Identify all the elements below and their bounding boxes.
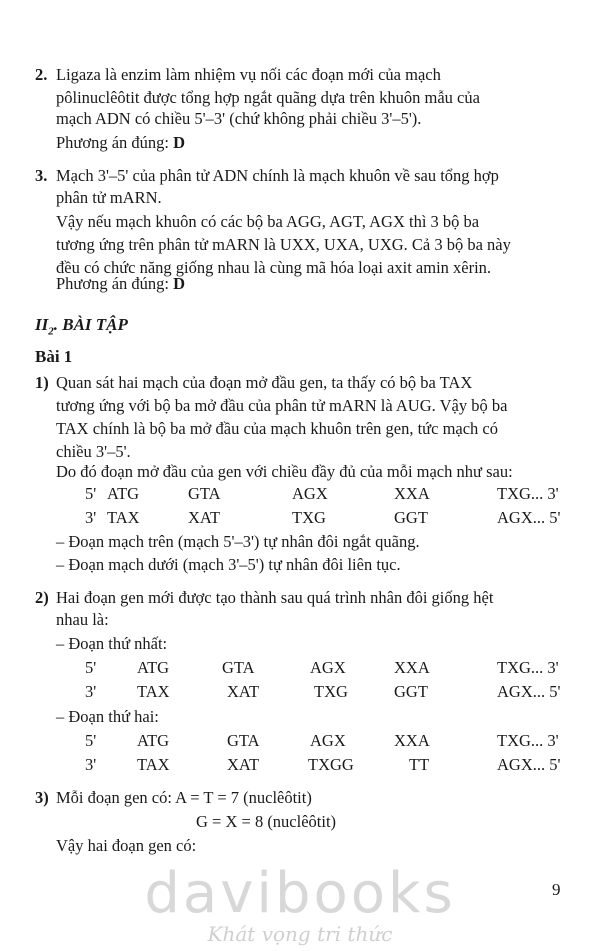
codon-end: AGX... 5' — [497, 508, 561, 527]
codon: AGX — [310, 731, 346, 750]
answer-value: D — [173, 274, 186, 293]
codon: ATG — [137, 658, 170, 677]
codon: TT — [409, 755, 430, 774]
question-2-line-2: pôlinuclêôtit được tổng hợp ngắt quãng dựa trên khuôn mẫu của — [56, 88, 480, 107]
answer-label: Phương án đúng: — [56, 274, 170, 293]
question-3-line-2: phân tử mARN. — [56, 188, 162, 207]
section-prefix: II — [35, 315, 49, 334]
question-2-number: 2. — [35, 65, 48, 84]
codon-end: TXG... 3' — [497, 484, 559, 503]
question-3-line-1: Mạch 3'–5' của phân tử ADN chính là mạch khuôn về sau tổng hợp — [56, 166, 499, 185]
part-1-line-2: tương ứng với bộ ba mở đầu của phân tử mARN là AUG. Vậy bộ ba — [56, 396, 508, 415]
codon: TAX — [107, 508, 140, 527]
strand-end: 5' — [85, 484, 97, 503]
codon: GTA — [222, 658, 255, 677]
question-3-line-3: Vậy nếu mạch khuôn có các bộ ba AGG, AGT, AGX thì 3 bộ ba — [56, 212, 480, 231]
strand-end: 3' — [85, 682, 97, 701]
part-1-line-3: TAX chính là bộ ba mở đầu của mạch khuôn trên gen, tức mạch có — [56, 419, 498, 438]
codon: TXGG — [308, 755, 354, 774]
codon: GGT — [394, 508, 428, 527]
part-1-line-4: chiều 3'–5'. — [56, 442, 131, 461]
sequence-row — [0, 729, 600, 752]
codon: AGX — [292, 484, 328, 503]
strand-end: 5' — [85, 658, 97, 677]
section-heading — [35, 313, 128, 343]
codon: ATG — [137, 731, 170, 750]
page-number: 9 — [552, 880, 561, 899]
question-3-line-5: đều có chức năng giống nhau là cùng mã hóa loại axit amin xêrin. — [56, 258, 492, 277]
codon: XAT — [188, 508, 221, 527]
part-3-line-1: Mỗi đoạn gen có: A = T = 7 (nuclêôtit) — [56, 788, 312, 807]
part-1-note-2: – Đoạn mạch dưới (mạch 3'–5') tự nhân đôi liên tục. — [56, 555, 401, 574]
question-3-line-4: tương ứng trên phân tử mARN là UXX, UXA, UXG. Cả 3 bộ ba này — [56, 235, 511, 254]
codon: TAX — [137, 682, 170, 701]
part-2-line-2: nhau là: — [56, 610, 109, 629]
watermark-slogan: Khát vọng tri thức — [207, 922, 393, 946]
codon-end: TXG... 3' — [497, 658, 559, 677]
sequence-row — [0, 656, 600, 679]
sequence-row — [0, 680, 600, 703]
answer-value: D — [173, 133, 186, 152]
watermark-brand: davibooks — [144, 861, 456, 926]
codon: XXA — [394, 658, 430, 677]
codon: XAT — [227, 682, 260, 701]
strand-end: 5' — [85, 731, 97, 750]
part-1-line-1: Quan sát hai mạch của đoạn mở đầu gen, ta thấy có bộ ba TAX — [56, 373, 473, 392]
part-1-note-1: – Đoạn mạch trên (mạch 5'–3') tự nhân đôi ngắt quãng. — [56, 532, 420, 551]
part-3-number: 3) — [35, 788, 49, 807]
part-3-line-3: Vậy hai đoạn gen có: — [56, 836, 197, 855]
codon: TXG — [314, 682, 348, 701]
codon: TAX — [137, 755, 170, 774]
codon: XXA — [394, 484, 430, 503]
second-segment-label: – Đoạn thứ hai: — [56, 707, 159, 726]
codon: AGX — [310, 658, 346, 677]
sequence-row — [0, 753, 600, 776]
question-2-answer — [56, 131, 185, 154]
part-1-number: 1) — [35, 373, 49, 392]
codon: GTA — [227, 731, 260, 750]
part-2-number: 2) — [35, 588, 49, 607]
part-1-line-5: Do đó đoạn mở đầu của gen với chiều đầy đủ của mỗi mạch như sau: — [56, 462, 513, 481]
section-title: . BÀI TẬP — [53, 315, 128, 334]
strand-end: 3' — [85, 508, 97, 527]
codon: ATG — [107, 484, 140, 503]
sequence-row — [0, 506, 600, 529]
part-3-line-2: G = X = 8 (nuclêôtit) — [196, 812, 337, 831]
codon: GTA — [188, 484, 221, 503]
part-2-line-1: Hai đoạn gen mới được tạo thành sau quá trình nhân đôi giống hệt — [56, 588, 494, 607]
codon: TXG — [292, 508, 326, 527]
codon: XAT — [227, 755, 260, 774]
first-segment-label: – Đoạn thứ nhất: — [56, 634, 168, 653]
codon: GGT — [394, 682, 428, 701]
exercise-heading: Bài 1 — [35, 347, 73, 366]
codon-end: AGX... 5' — [497, 755, 561, 774]
question-2-line-1: Ligaza là enzim làm nhiệm vụ nối các đoạn mới của mạch — [56, 65, 441, 84]
question-2-line-3: mạch ADN có chiều 5'–3' (chứ không phải chiều 3'–5'). — [56, 109, 422, 128]
codon-end: TXG... 3' — [497, 731, 559, 750]
answer-label: Phương án đúng: — [56, 133, 170, 152]
question-3-answer — [56, 272, 185, 295]
question-3-number: 3. — [35, 166, 48, 185]
codon-end: AGX... 5' — [497, 682, 561, 701]
section-subscript: 2 — [48, 325, 54, 338]
strand-end: 3' — [85, 755, 97, 774]
codon: XXA — [394, 731, 430, 750]
sequence-row — [0, 482, 600, 505]
